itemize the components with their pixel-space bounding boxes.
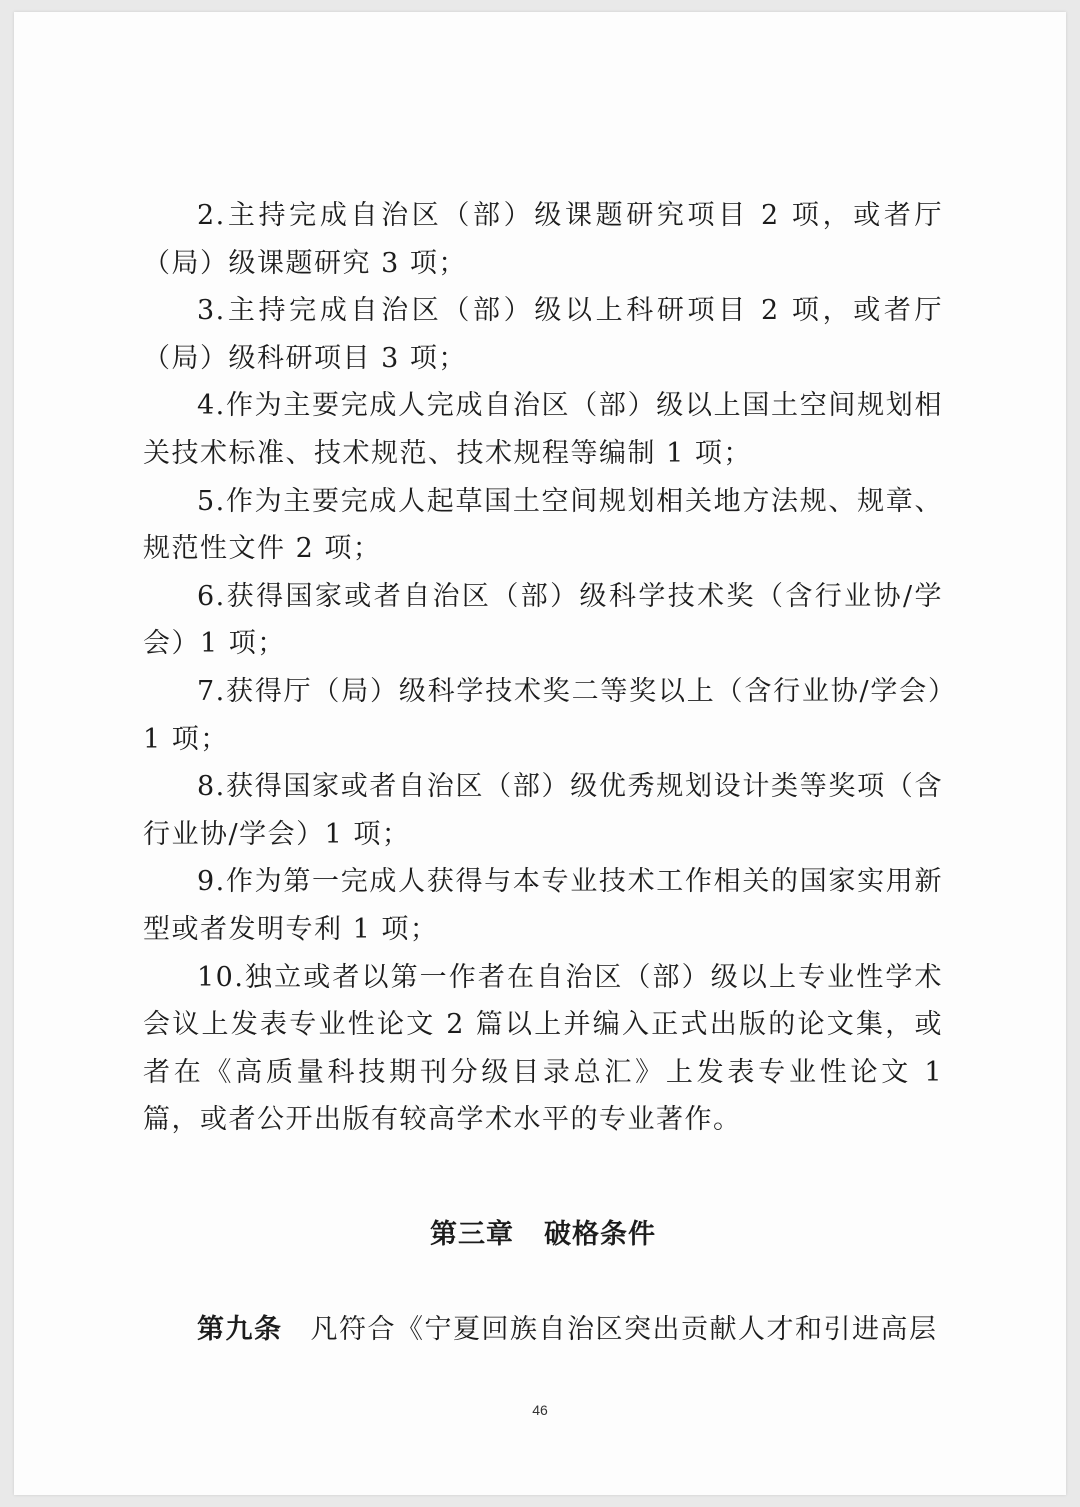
paragraph-item-9: 9.作为第一完成人获得与本专业技术工作相关的国家实用新型或者发明专利 1 项； xyxy=(143,866,943,945)
paragraph-item-5: 5.作为主要完成人起草国土空间规划相关地方法规、规章、规范性文件 2 项； xyxy=(143,485,943,565)
page-number: 46 xyxy=(532,1402,548,1418)
chapter-number: 第三章 xyxy=(430,1219,514,1250)
article-paragraph xyxy=(197,1307,957,1346)
chapter-heading xyxy=(143,1212,943,1251)
article-text: 凡符合《宁夏回族自治区突出贡献人才和引进高层 xyxy=(310,1314,938,1345)
body-text xyxy=(143,192,943,1144)
article-number: 第九条 xyxy=(197,1314,283,1345)
paragraph-item-2: 2.主持完成自治区（部）级课题研究项目 2 项，或者厅（局）级课题研究 3 项； xyxy=(143,200,943,279)
paragraph-item-6: 6.获得国家或者自治区（部）级科学技术奖（含行业协/学会）1 项； xyxy=(143,580,943,660)
paragraph-item-3: 3.主持完成自治区（部）级以上科研项目 2 项，或者厅（局）级科研项目 3 项； xyxy=(143,295,943,374)
paragraph-item-8: 8.获得国家或者自治区（部）级优秀规划设计类等奖项（含行业协/学会）1 项； xyxy=(143,771,943,850)
paragraph-item-10: 10.独立或者以第一作者在自治区（部）级以上专业性学术会议上发表专业性论文 2 篇以上并编入正式出版的论文集，或者在《高质量科技期刊分级目录总汇》上发表专业性论文 1 篇，或者公开出版有较高学术水平的专业著作。 xyxy=(143,961,943,1136)
paragraph-item-4: 4.作为主要完成人完成自治区（部）级以上国土空间规划相关技术标准、技术规范、技术规程等编制 1 项； xyxy=(143,390,943,469)
chapter-title: 破格条件 xyxy=(544,1219,656,1250)
paragraph-item-7: 7.获得厅（局）级科学技术奖二等奖以上（含行业协/学会）1 项； xyxy=(143,675,943,755)
